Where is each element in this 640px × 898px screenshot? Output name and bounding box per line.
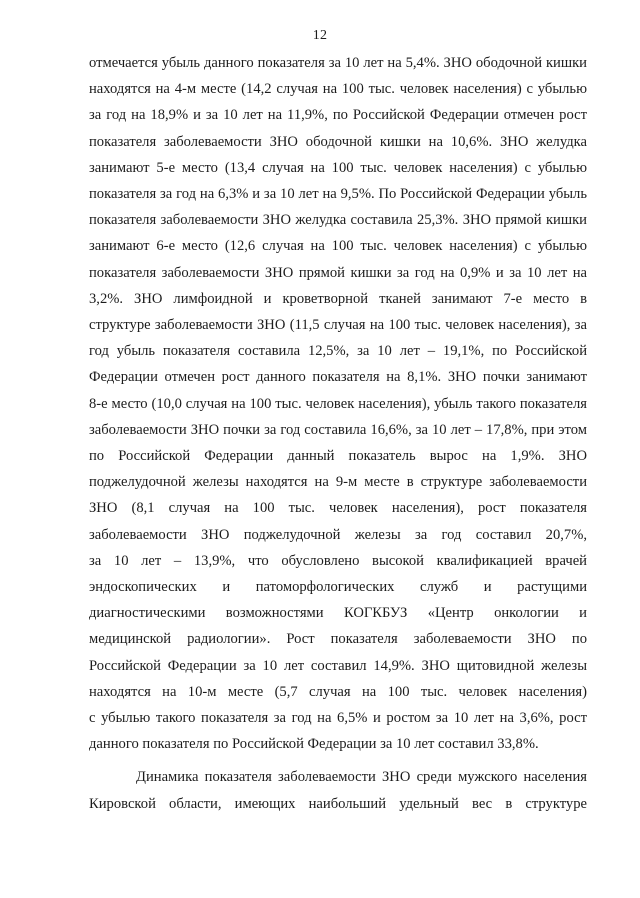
text-line: заболеваемости ЗНО поджелудочной железы за год составил 20,7%, <box>89 526 587 543</box>
text-line: ЗНО (8,1 случая на 100 тыс. человек населения), рост показателя <box>89 500 587 517</box>
text-line: по Российской Федерации данный показатель вырос на 1,9%. ЗНО <box>89 448 587 465</box>
text-line: за 10 лет – 13,9%, что обусловлено высокой квалификацией врачей <box>89 552 587 569</box>
text-line: показателя заболеваемости ЗНО ободочной кишки на 10,6%. ЗНО желудка <box>89 133 587 150</box>
paragraph-1 <box>89 50 587 757</box>
body-text <box>89 50 587 817</box>
text-line: год убыль показателя составила 12,5%, за 10 лет – 19,1%, по Российской <box>89 343 587 360</box>
text-line: занимают 5-е место (13,4 случая на 100 тыс. человек населения) с убылью <box>89 159 587 176</box>
text-line: показателя заболеваемости ЗНО прямой кишки за год на 0,9% и за 10 лет на <box>89 264 587 281</box>
text-line: заболеваемости ЗНО почки за год составила 16,6%, за 10 лет – 17,8%, при этом <box>89 421 587 438</box>
text-line: показателя за год на 6,3% и за 10 лет на 9,5%. По Российской Федерации убыль <box>89 186 587 203</box>
page-number: 12 <box>312 28 328 43</box>
text-line: Российской Федерации за 10 лет составил 14,9%. ЗНО щитовидной железы <box>89 657 587 674</box>
text-line: 3,2%. ЗНО лимфоидной и кроветворной тканей занимают 7-е место в <box>89 290 587 307</box>
text-line: Динамика показателя заболеваемости ЗНО среди мужского населения <box>136 769 587 786</box>
text-line: диагностическими возможностями КОГКБУЗ «Центр онкологии и <box>89 605 587 622</box>
text-line: отмечается убыль данного показателя за 10 лет на 5,4%. ЗНО ободочной кишки <box>89 55 587 71</box>
text-line: эндоскопических и патоморфологических служб и растущими <box>89 579 587 596</box>
text-line: Кировской области, имеющих наибольший удельный вес в структуре <box>89 795 587 812</box>
text-line: Федерации отмечен рост данного показателя на 8,1%. ЗНО почки занимают <box>89 369 587 386</box>
text-line: 8-е место (10,0 случая на 100 тыс. человек населения), убыль такого показателя <box>89 395 587 412</box>
text-line: за год на 18,9% и за 10 лет на 11,9%, по Российской Федерации отмечен рост <box>89 107 587 124</box>
paragraph-2 <box>89 764 587 816</box>
text-line: с убылью такого показателя за год на 6,5% и ростом за 10 лет на 3,6%, рост <box>89 710 587 727</box>
text-line: занимают 6-е место (12,6 случая на 100 тыс. человек населения) с убылью <box>89 238 587 255</box>
text-line: показателя заболеваемости ЗНО желудка составила 25,3%. ЗНО прямой кишки <box>89 212 587 229</box>
text-line: находятся на 4-м месте (14,2 случая на 100 тыс. человек населения) с убылью <box>89 81 587 98</box>
text-line: находятся на 10-м месте (5,7 случая на 100 тыс. человек населения) <box>89 683 587 700</box>
text-line: структуре заболеваемости ЗНО (11,5 случая на 100 тыс. человек населения), за <box>89 317 587 334</box>
text-line: поджелудочной железы находятся на 9-м месте в структуре заболеваемости <box>89 474 587 491</box>
paragraph-spacer <box>89 757 587 764</box>
text-line: данного показателя по Российской Федерации за 10 лет составил 33,8%. <box>89 736 539 753</box>
text-line: медицинской радиологии». Рост показателя заболеваемости ЗНО по <box>89 631 587 648</box>
